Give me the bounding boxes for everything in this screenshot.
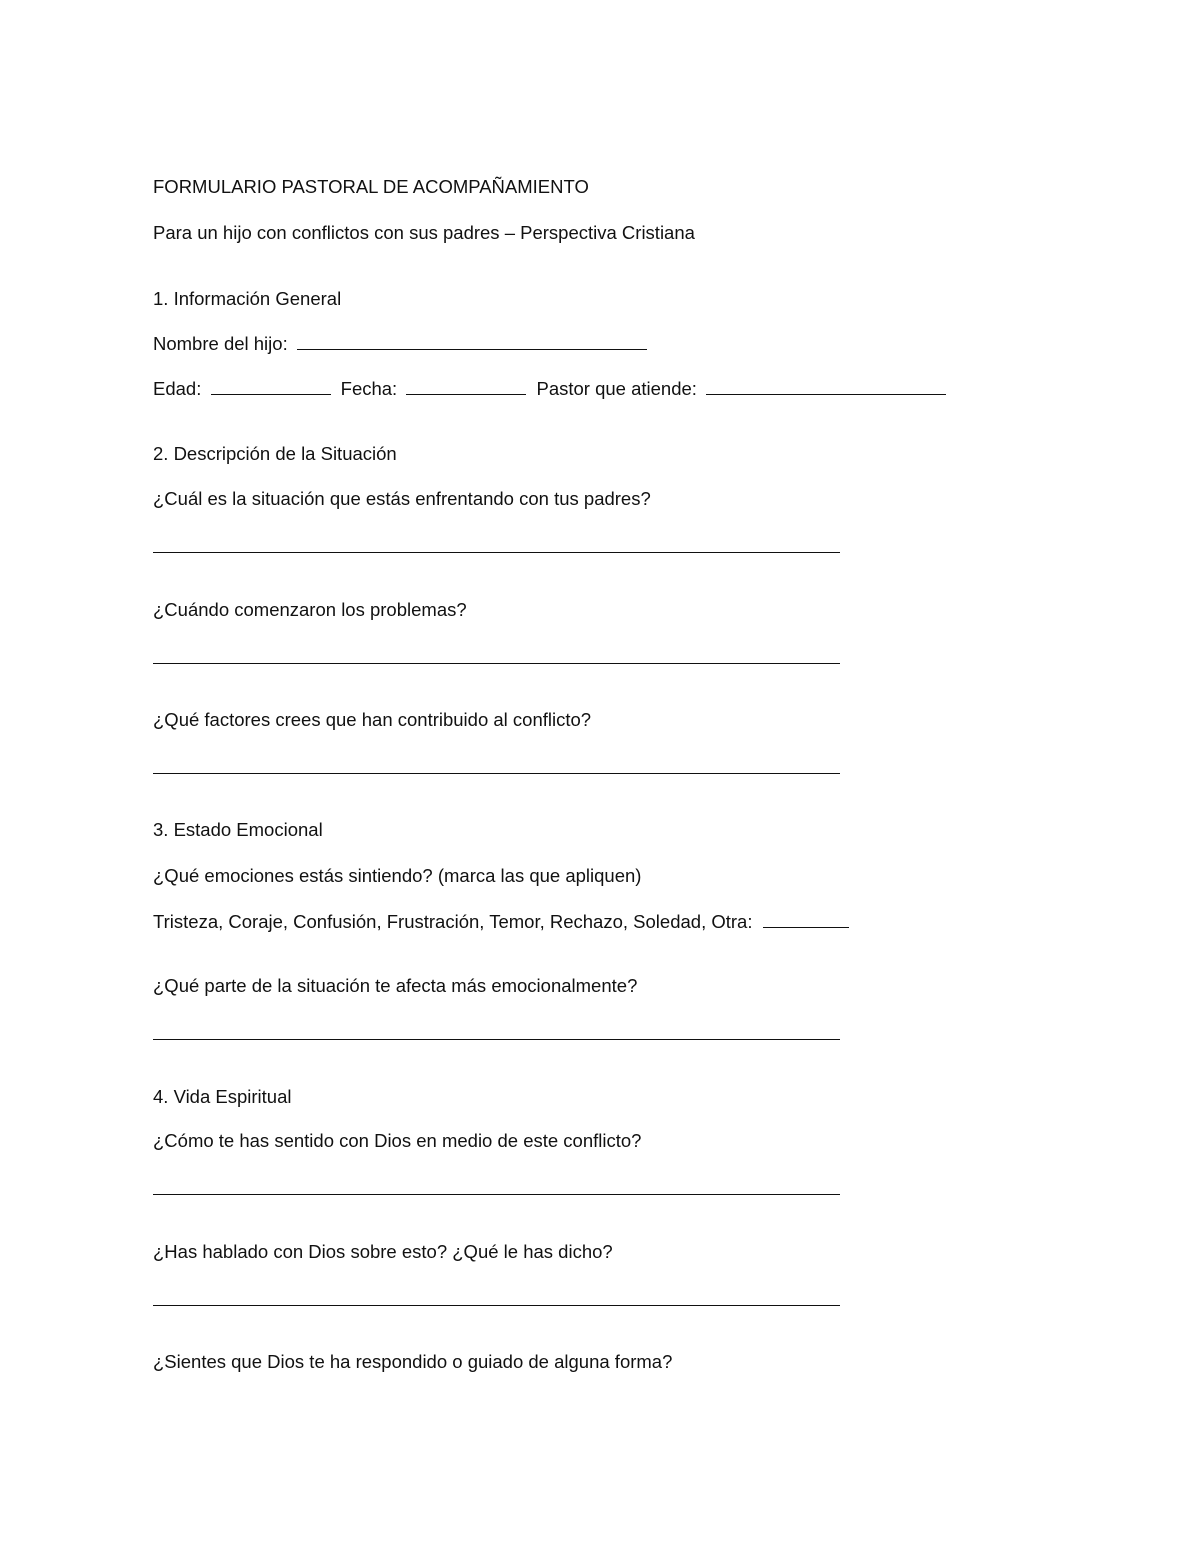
- answer-line-4-2[interactable]: [153, 1305, 840, 1306]
- section-2-heading: 2. Descripción de la Situación: [153, 443, 397, 464]
- form-subtitle: Para un hijo con conflictos con sus padres – Perspectiva Cristiana: [153, 222, 695, 243]
- section-2-question-1: ¿Cuál es la situación que estás enfrentando con tus padres?: [153, 488, 651, 509]
- section-3-question-1: ¿Qué emociones estás sintiendo? (marca las que apliquen): [153, 865, 642, 886]
- section-2-question-2: ¿Cuándo comenzaron los problemas?: [153, 599, 467, 620]
- form-title: FORMULARIO PASTORAL DE ACOMPAÑAMIENTO: [153, 176, 589, 197]
- section-4-question-2: ¿Has hablado con Dios sobre esto? ¿Qué le has dicho?: [153, 1241, 613, 1262]
- emotions-list: Tristeza, Coraje, Confusión, Frustración, Temor, Rechazo, Soledad, Otra:: [153, 911, 753, 932]
- answer-line-2-1[interactable]: [153, 552, 840, 553]
- nombre-row: [153, 332, 647, 355]
- fecha-label: Fecha:: [340, 378, 398, 399]
- nombre-field[interactable]: [297, 332, 647, 350]
- answer-line-2-2[interactable]: [153, 663, 840, 664]
- pastor-field[interactable]: [706, 377, 946, 395]
- answer-line-4-1[interactable]: [153, 1194, 840, 1195]
- section-4-question-3: ¿Sientes que Dios te ha respondido o guiado de alguna forma?: [153, 1351, 673, 1372]
- section-4-question-1: ¿Cómo te has sentido con Dios en medio de este conflicto?: [153, 1130, 642, 1151]
- emotions-row: [153, 910, 849, 933]
- section-2-question-3: ¿Qué factores crees que han contribuido al conflicto?: [153, 709, 592, 730]
- edad-fecha-pastor-row: [153, 377, 946, 400]
- section-3-question-2: ¿Qué parte de la situación te afecta más emocionalmente?: [153, 975, 638, 996]
- fecha-field[interactable]: [406, 377, 526, 395]
- pastor-label: Pastor que atiende:: [536, 378, 697, 399]
- answer-line-2-3[interactable]: [153, 773, 840, 774]
- edad-label: Edad:: [153, 378, 202, 399]
- section-3-heading: 3. Estado Emocional: [153, 819, 323, 840]
- edad-field[interactable]: [211, 377, 331, 395]
- section-1-heading: 1. Información General: [153, 288, 342, 309]
- answer-line-3-2[interactable]: [153, 1039, 840, 1040]
- otra-field[interactable]: [763, 910, 849, 928]
- nombre-label: Nombre del hijo:: [153, 333, 288, 354]
- section-4-heading: 4. Vida Espiritual: [153, 1086, 292, 1107]
